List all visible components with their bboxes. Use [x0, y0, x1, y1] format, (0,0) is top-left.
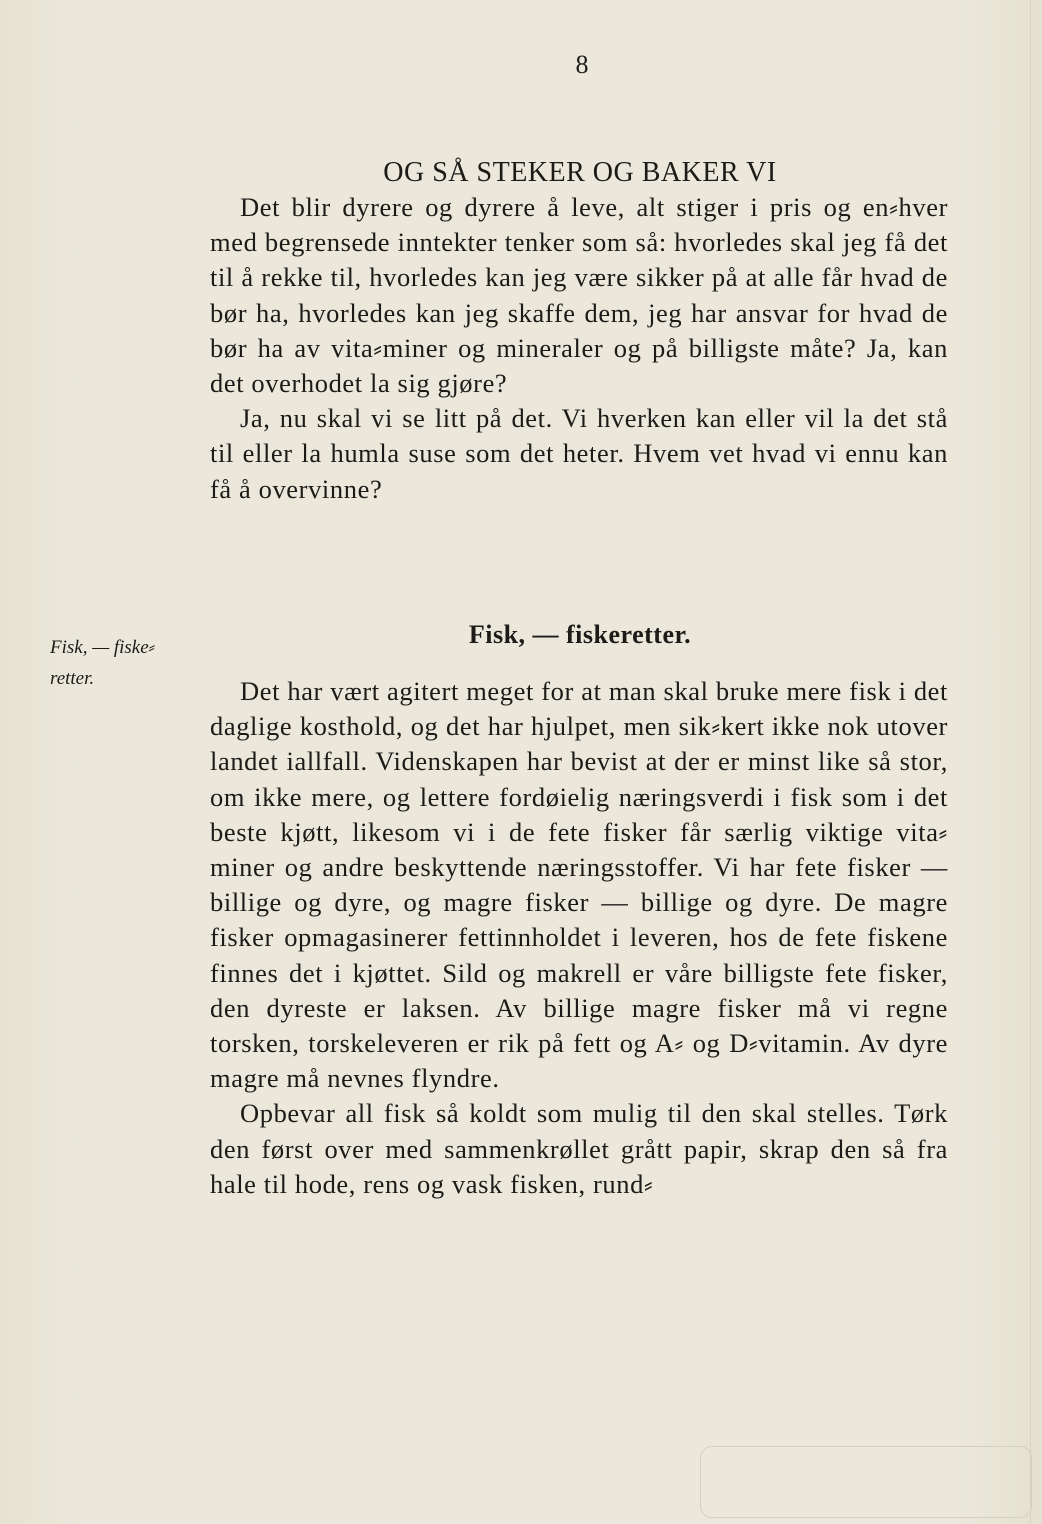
chapter-heading: OG SÅ STEKER OG BAKER VI [383, 156, 777, 188]
intro-text [210, 190, 948, 507]
margin-note-line-2: retter. [50, 668, 95, 689]
margin-note-line-1: Fisk, — fiske⸗ [50, 637, 156, 658]
intro-paragraph-2: Ja, nu skal vi se litt på det. Vi hverken kan eller vil la det stå til eller la humla suse som det heter. Hvem vet hvad vi ennu kan få å overvinne? [210, 403, 948, 504]
fish-paragraph-1: Det har vært agitert meget for at man skal bruke mere fisk i det daglige kosthold, og det har hjulpet, men sik⸗kert ikke nok utover landet iallfall. Videnskapen har bevist at der er minst like så stor, om ikke mere, og lettere fordøielig næringsverdi i fisk som i det beste kjøtt, likesom vi i de fete fisker får særlig viktige vita⸗miner og andre beskyttende næringsstoffer. Vi har fete fisker — billige og dyre, og magre fisker — billige og dyre. De magre fisker opmagasinerer fettinnholdet i leveren, hos de fete fiskene finnes det i kjøttet. Sild og makrell er våre billigste fete fisker, den dyreste er laksen. Av billige magre fisker må vi regne torsken, torskeleveren er rik på fett og A⸗ og D⸗vitamin. Av dyre magre må nevnes flyndre. [210, 676, 948, 1094]
page-number: 8 [575, 50, 589, 79]
fish-section-text [210, 674, 948, 1202]
page-edge [1030, 0, 1031, 1524]
intro-paragraph-1: Det blir dyrere og dyrere å leve, alt stiger i pris og en⸗hver med begrensede inntekter tenker som så: hvorledes skal jeg få det til å rekke til, hvorledes kan jeg være sikker på at alle får hvad de bør ha, hvorledes kan jeg skaffe dem, jeg har ansvar for hvad de bør ha av vita⸗miner og mineraler og på billigste måte? Ja, kan det overhodet la sig gjøre? [210, 192, 948, 399]
margin-note [50, 632, 210, 694]
scan-artifact [700, 1446, 1032, 1518]
section-subheading: Fisk, — fiskeretter. [468, 620, 692, 649]
fish-paragraph-2: Opbevar all fisk så koldt som mulig til den skal stelles. Tørk den først over med sammenkrøllet grått papir, skrap den så fra hale til hode, rens og vask fisken, rund⸗ [210, 1098, 948, 1199]
